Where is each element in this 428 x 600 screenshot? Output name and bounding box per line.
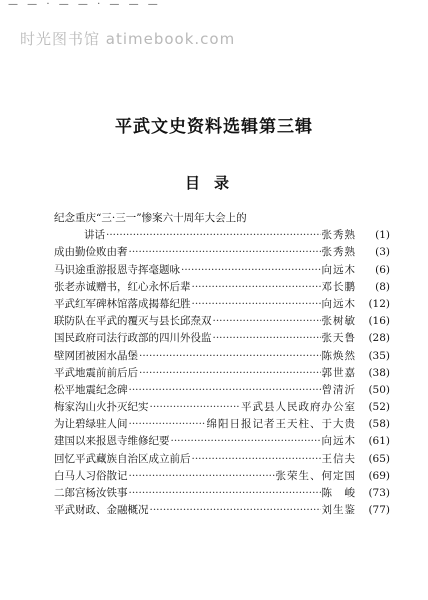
toc-entry[interactable] [54, 468, 390, 485]
toc-entry-title: 梅家沟山火扑灭纪实 [54, 401, 149, 414]
toc-entry-title: 建国以来报恩寺维修纪要 [54, 435, 170, 448]
toc-entry[interactable] [54, 451, 390, 468]
top-edge-marks: — — · — — · — — — [8, 0, 161, 10]
toc-entry-title: 张老赤诚赠书，红心永怀后辈 [54, 280, 191, 293]
toc-entry-title: 为让碧绿驻人间 [54, 418, 128, 431]
book-title: 平武文史资料选辑第三辑 [115, 117, 313, 137]
toc-entry-author: 曾清沂 [321, 383, 356, 396]
toc-entry-title: 平武红军碑林馆落成揭幕纪胜 [54, 297, 191, 310]
leader-dots [106, 227, 321, 244]
toc-entry[interactable] [54, 382, 390, 399]
toc-entry-author: 陈 峻 [321, 487, 356, 499]
toc-entry-title: 壁网团被困水晶堡 [54, 349, 138, 362]
toc-entry-page: (16) [368, 315, 390, 328]
leader-dots [129, 416, 206, 433]
leader-dots [150, 502, 321, 519]
toc-entry-author: 平武县人民政府办公室 [241, 401, 356, 414]
leader-dots [171, 433, 321, 450]
toc-entry[interactable] [54, 227, 390, 244]
toc-entry-page: (77) [368, 504, 390, 517]
leader-dots [129, 244, 321, 261]
toc-heading: 目录 [184, 174, 243, 192]
toc-entry-title: 马识途重游报恩寺挥毫题咏 [54, 263, 180, 276]
toc-entry-title: 国民政府司法行政部的四川外役监 [54, 332, 212, 345]
toc-entry[interactable] [54, 210, 390, 227]
toc-entry[interactable] [54, 279, 390, 296]
toc-entry-title: 平武地震前前后后 [54, 366, 138, 379]
toc-entry-title: 二郎宫杨汝铁事 [54, 487, 128, 499]
leader-dots [129, 382, 321, 399]
toc-entry-author: 张天鲁 [321, 332, 356, 345]
toc-entry[interactable] [54, 296, 390, 313]
toc-entry-title: 松平地震纪念碑 [54, 383, 128, 396]
leader-dots [139, 348, 321, 365]
toc-entry-author: 绵阳日报记者王天柱、于大贵 [206, 418, 356, 431]
toc-entry-author: 张树敏 [321, 315, 356, 328]
toc-entry[interactable] [54, 399, 390, 416]
toc-entry[interactable] [54, 365, 390, 382]
toc-entry[interactable] [54, 502, 390, 519]
toc-entry-author: 向远木 [321, 297, 356, 310]
toc-entry-author: 张秀熟 [321, 229, 356, 242]
leader-dots [213, 330, 321, 347]
toc-entry[interactable] [54, 244, 390, 261]
toc-entry[interactable] [54, 485, 390, 502]
leader-dots [181, 262, 321, 279]
leader-dots [150, 399, 241, 416]
leader-dots [129, 485, 321, 502]
toc-entry-author: 向远木 [321, 263, 356, 276]
toc-entry-page: (12) [368, 297, 390, 310]
toc-entry-title: 平武财政、金融概况 [54, 504, 149, 517]
toc-entry[interactable] [54, 330, 390, 347]
toc-entry-author: 向远木 [321, 435, 356, 448]
toc-entry-author: 刘生鉴 [321, 504, 356, 517]
toc-entry-page: (50) [368, 383, 390, 396]
toc-entry[interactable] [54, 313, 390, 330]
toc-entry-title: 白马人习俗散记 [54, 469, 128, 482]
toc-entry-page: (28) [368, 332, 390, 345]
toc-entry[interactable] [54, 262, 390, 279]
leader-dots [192, 296, 321, 313]
toc-entry-title: 联防队在平武的覆灭与县长邱焘双 [54, 315, 212, 328]
leader-dots [139, 365, 321, 382]
toc-entry-page: (61) [368, 435, 390, 448]
toc-entry-page: (6) [375, 263, 390, 276]
leader-dots [192, 451, 321, 468]
toc-entry-page: (35) [368, 349, 390, 362]
leader-dots [213, 313, 321, 330]
toc-entry-author: 张秀熟 [321, 246, 356, 259]
toc-entry-page: (58) [368, 418, 390, 431]
toc-entry-page: (73) [368, 487, 390, 499]
toc-entry-author: 邓长鹏 [321, 280, 356, 293]
toc-entry-page: (65) [368, 452, 390, 465]
toc-entry-title: 讲话 [84, 229, 105, 242]
leader-dots [129, 468, 275, 485]
toc-entry[interactable] [54, 348, 390, 365]
toc-entry-page: (52) [368, 401, 390, 414]
table-of-contents [54, 210, 390, 519]
toc-entry-title: 纪念重庆“三·三一”惨案六十周年大会上的 [54, 212, 247, 224]
toc-entry-page: (69) [368, 469, 390, 482]
toc-entry[interactable] [54, 416, 390, 433]
watermark: 时光图书馆 atimebook.com [20, 30, 236, 48]
toc-entry-author: 郭世嘉 [321, 366, 356, 379]
toc-entry-title: 回忆平武藏族自治区成立前后 [54, 452, 191, 465]
toc-entry-author: 张荣生、何定国 [275, 469, 356, 482]
toc-entry-title: 成由勤俭败由奢 [54, 246, 128, 259]
toc-entry-author: 陈焕然 [321, 349, 356, 362]
toc-entry-page: (8) [375, 280, 390, 293]
leader-dots [192, 279, 321, 296]
toc-entry-page: (3) [375, 246, 390, 259]
toc-entry-page: (38) [368, 366, 390, 379]
toc-entry[interactable] [54, 433, 390, 450]
toc-entry-page: (1) [375, 229, 390, 242]
toc-entry-author: 王信夫 [321, 452, 356, 465]
